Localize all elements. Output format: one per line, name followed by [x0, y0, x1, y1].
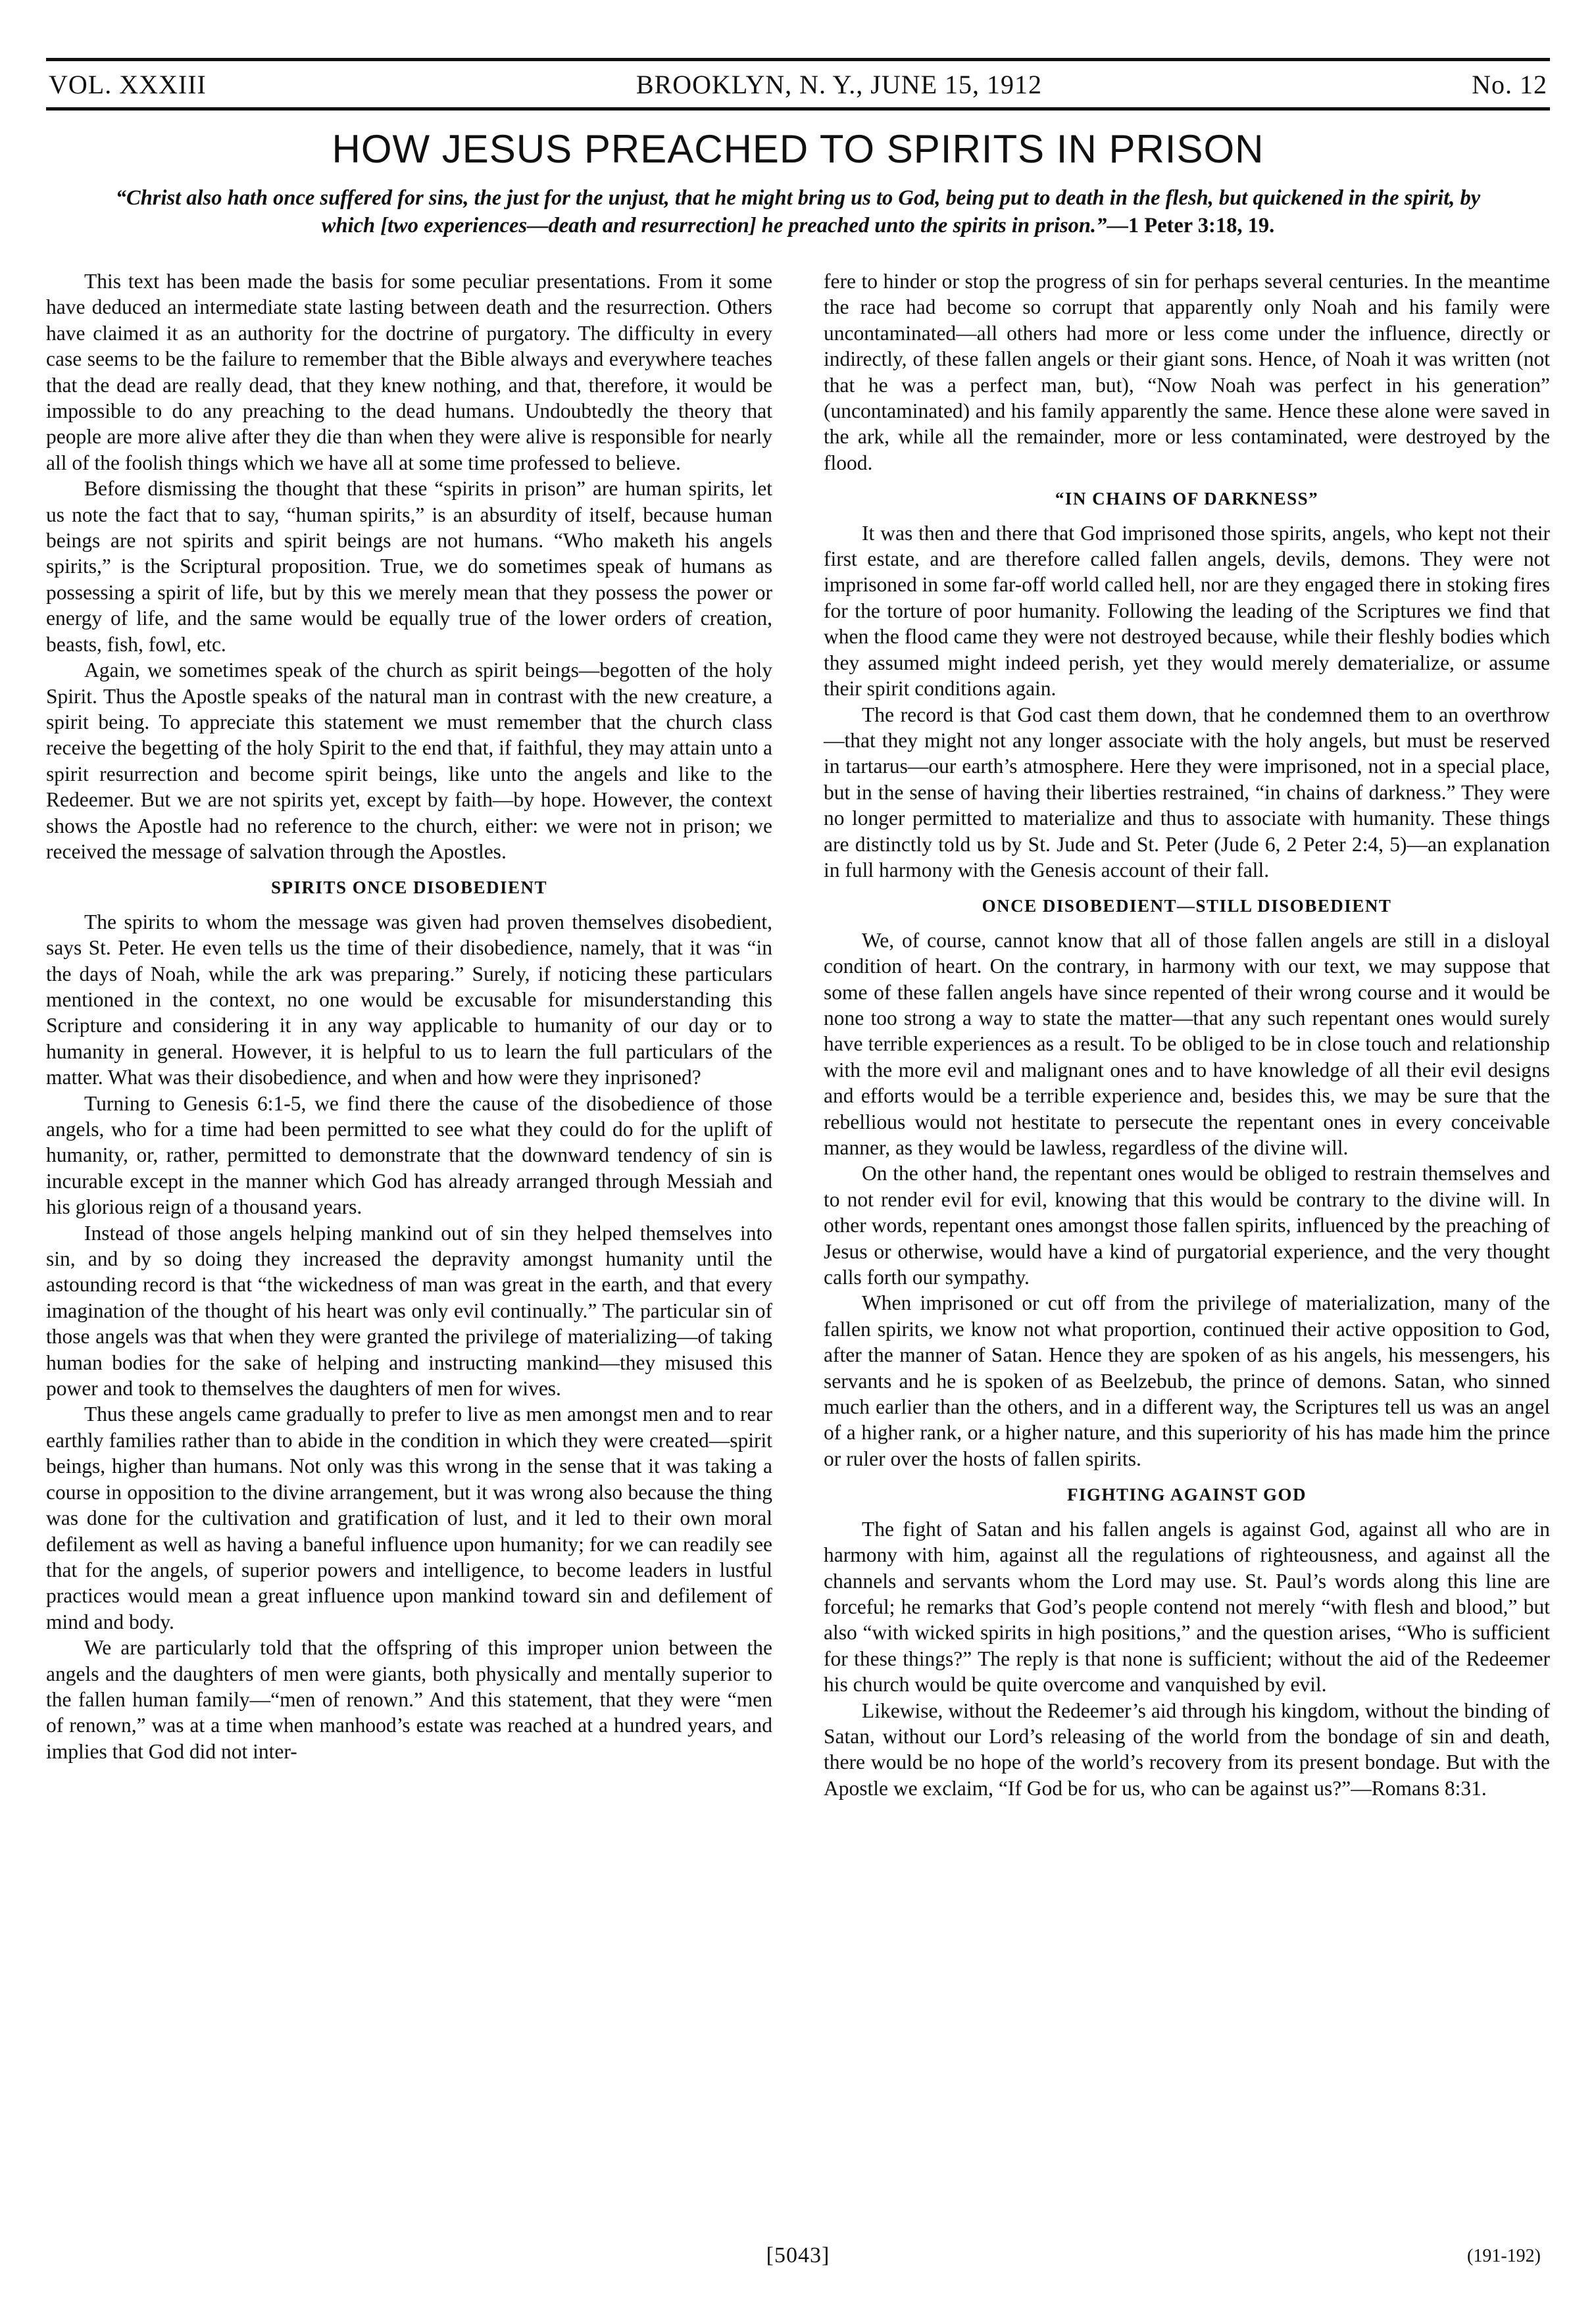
page-code: (191-192): [1467, 2246, 1541, 2266]
section-heading: ONCE DISOBEDIENT—STILL DISOBEDIENT: [982, 896, 1392, 916]
volume-label: VOL. XXXIII: [49, 69, 207, 99]
paragraph: The fight of Satan and his fallen angels is against God, against all who are in harmony with him, against all the regulations of righteousness, and against all the channels and servants whom the Lord may use. St. Paul’s words along this line are forceful; he remarks that God’s people contend not merely “with flesh and blood,” but also “with wicked spirits in high positions,” and the question arises, “Who is sufficient for these things?” The reply is that none is sufficient; without the aid of the Redeemer his church would be quite overcome and vanquished by evil.: [824, 1517, 1550, 1697]
epigraph: [105, 184, 1491, 239]
paragraph: Again, we sometimes speak of the church as spirit beings—begotten of the holy Spirit. Thus the Apostle speaks of the natural man in contrast with the new creature, a spirit being. To appreciate this statement we must remember that the church class receive the begetting of the holy Spirit to the end that, if faithful, they may attain unto a spirit resurrection and become spirit beings, like unto the angels and like to the Redeemer. But we are not spirits yet, except by faith—by hope. However, the context shows the Apostle had no reference to the church, either: we were not in prison; we received the message of salvation through the Apostles.: [46, 658, 772, 863]
paragraph: Turning to Genesis 6:1-5, we find there the cause of the disobedience of those angels, who for a time had been permitted to see what they could do for the uplift of humanity, or, rather, permitted to demonstrate that the downward tendency of sin is incurable except in the manner which God has already arranged through Messiah and his glorious reign of a thousand years.: [46, 1091, 772, 1219]
section-heading: “IN CHAINS OF DARKNESS”: [1055, 489, 1319, 509]
right-column: [824, 268, 1550, 1801]
paragraph: This text has been made the basis for some peculiar presentations. From it some have deduced an intermediate state lasting between death and the resurrection. Others have claimed it as an authority for the doctrine of purgatory. The difficulty in every case seems to be the failure to remember that the Bible always and everywhere teaches that the dead are really dead, that they knew nothing, and that, therefore, it would be impossible to do any preaching to the dead humans. Undoubtedly the theory that people are more alive after they die than when they were alive is responsible for nearly all of the foolish things which we have all at some time professed to believe.: [46, 270, 772, 474]
paragraph: We are particularly told that the offspring of this improper union between the angels and the daughters of men were giants, both physically and mentally superior to the fallen human family—“men of renown.” And this statement, that they were “men of renown,” was at a time when manhood’s estate was reached at a hundred years, and implies that God did not inter-: [46, 1636, 772, 1763]
page-number: [5043]: [766, 2243, 830, 2268]
issue-number: No. 12: [1472, 69, 1547, 99]
paragraph: The spirits to whom the message was given had proven themselves disobedient, says St. Peter. He even tells us the time of their disobedience, namely, that it was “in the days of Noah, while the ark was preparing.” Surely, if noticing these particulars mentioned in the context, no one would be excusable for misunderstanding this Scripture and considering it in any way applicable to humanity of our day or to humanity in general. However, it is helpful to us to learn the full particulars of the matter. What was their disobedience, and when and how were they inprisoned?: [46, 910, 772, 1089]
masthead: [46, 58, 1550, 111]
left-column: [46, 268, 772, 1764]
paragraph: When imprisoned or cut off from the privilege of materialization, many of the fallen spirits, we know not what proportion, continued their active opposition to God, after the manner of Satan. Hence they are spoken of as his angels, his messengers, his servants and he is spoken of as Beelzebub, the prince of demons. Satan, who sinned much earlier than the others, and in a different way, the Scriptures tell us was an angel of a higher rank, or a higher nature, and this superiority of his has made him the prince or ruler over the hosts of fallen spirits.: [824, 1291, 1550, 1470]
paragraph: Before dismissing the thought that these “spirits in prison” are human spirits, let us note the fact that to say, “human spirits,” is an absurdity of itself, because human beings are not spirits and spirit beings are not humans. “Who maketh his angels spirits,” is the Scriptural proposition. True, we do sometimes speak of humans as possessing a spirit of life, but by this we merely mean that they possess the power or energy of life, and the same would be equally true of the lower orders of creation, beasts, fish, fowl, etc.: [46, 477, 772, 656]
paragraph: The record is that God cast them down, that he condemned them to an overthrow—that they might not any longer associate with the holy angels, but must be reserved in tartarus—our earth’s atmosphere. Here they were imprisoned, not in a special place, but in the sense of having their liberties restrained, “in chains of darkness.” They were no longer permitted to materialize and thus to associate with humanity. These things are distinctly told us by St. Jude and St. Peter (Jude 6, 2 Peter 2:4, 5)—an explanation in full harmony with the Genesis account of their fall.: [824, 703, 1550, 881]
paragraph: fere to hinder or stop the progress of sin for perhaps several centuries. In the meantime the race had become so corrupt that apparently only Noah and his family were uncontaminated—all others had more or less come under the influence, directly or indirectly, of these fallen angels or their giant sons. Hence, of Noah it was written (not that he was a perfect man, but), “Now Noah was perfect in his generation” (uncontaminated) and his family apparently the same. Hence these alone were saved in the ark, while all the remainder, more or less contaminated, were destroyed by the flood.: [824, 270, 1550, 474]
paragraph: Instead of those angels helping mankind out of sin they helped themselves into sin, and by so doing they increased the depravity amongst humanity until the astounding record is that “the wickedness of man was great in the earth, and that every imagination of the thought of his heart was only evil continually.” The particular sin of those angels was that when they were granted the privilege of materializing—of taking human bodies for the sake of helping and instructing mankind—they misused this power and took to themselves the daughters of men for wives.: [46, 1221, 772, 1401]
section-heading: FIGHTING AGAINST GOD: [1066, 1485, 1307, 1505]
epigraph-reference: —1 Peter 3:18, 19.: [1107, 214, 1275, 237]
paragraph: Thus these angels came gradually to prefer to live as men amongst men and to rear earthly families rather than to abide in the condition in which they were created—spirit beings, higher than humans. Not only was this wrong in the sense that it was taking a course in opposition to the divine arrangement, but it was wrong also because the thing was done for the cultivation and gratification of lust, and it led to their own moral defilement as well as having a baneful influence upon humanity; for we can readily see that for the angels, of superior powers and intelligence, to become leaders in lustful practices would mean a great influence upon mankind toward sin and defilement of mind and body.: [46, 1402, 772, 1633]
newspaper-page: [46, 0, 1550, 2307]
section-heading: SPIRITS ONCE DISOBEDIENT: [270, 878, 548, 898]
article-title: HOW JESUS PREACHED TO SPIRITS IN PRISON: [332, 127, 1264, 171]
epigraph-text: “Christ also hath once suffered for sins, the just for the unjust, that he might bring us to God, being put to death in the flesh, but quickened in the spirit, by which [two experiences—death and resurrection] he preached unto the spirits in prison.”: [115, 186, 1481, 237]
paragraph: It was then and there that God imprisoned those spirits, angels, who kept not their first estate, and are therefore called fallen angels, devils, demons. They were not imprisoned in some far-off world called hell, nor are they engaged there in stoking fires for the torture of poor humanity. Following the leading of the Scriptures we find that when the flood came they were not destroyed because, while their fleshly bodies which they assumed might indeed perish, yet they would merely dematerialize, or assume their spirit conditions again.: [824, 521, 1550, 701]
paragraph: We, of course, cannot know that all of those fallen angels are still in a disloyal condition of heart. On the contrary, in harmony with our text, we may suppose that some of these fallen angels have since repented of their wrong course and it would be none too strong a way to state the matter—that any such repentant ones would surely have terrible experiences as a result. To be obliged to be in close touch and relationship with the more evil and malignant ones and to have knowledge of all their evil designs and efforts would be a terrible experience and, besides this, we may be sure that the rebellious would not hestitate to persecute the repentant ones in every conceivable manner, as they would be lawless, regardless of the divine will.: [824, 928, 1550, 1159]
paragraph: On the other hand, the repentant ones would be obliged to restrain themselves and to not render evil for evil, knowing that this would be contrary to the divine will. In other words, repentant ones amongst those fallen spirits, influenced by the preaching of Jesus or otherwise, would have a kind of purgatorial experience, and the very thought calls forth our sympathy.: [824, 1162, 1550, 1289]
dateline: BROOKLYN, N. Y., JUNE 15, 1912: [636, 69, 1043, 99]
paragraph: Likewise, without the Redeemer’s aid through his kingdom, without the binding of Satan, without our Lord’s releasing of the world from the bondage of sin and death, there would be no hope of the world’s recovery from its present bondage. But with the Apostle we exclaim, “If God be for us, who can be against us?”—Romans 8:31.: [824, 1699, 1550, 1800]
